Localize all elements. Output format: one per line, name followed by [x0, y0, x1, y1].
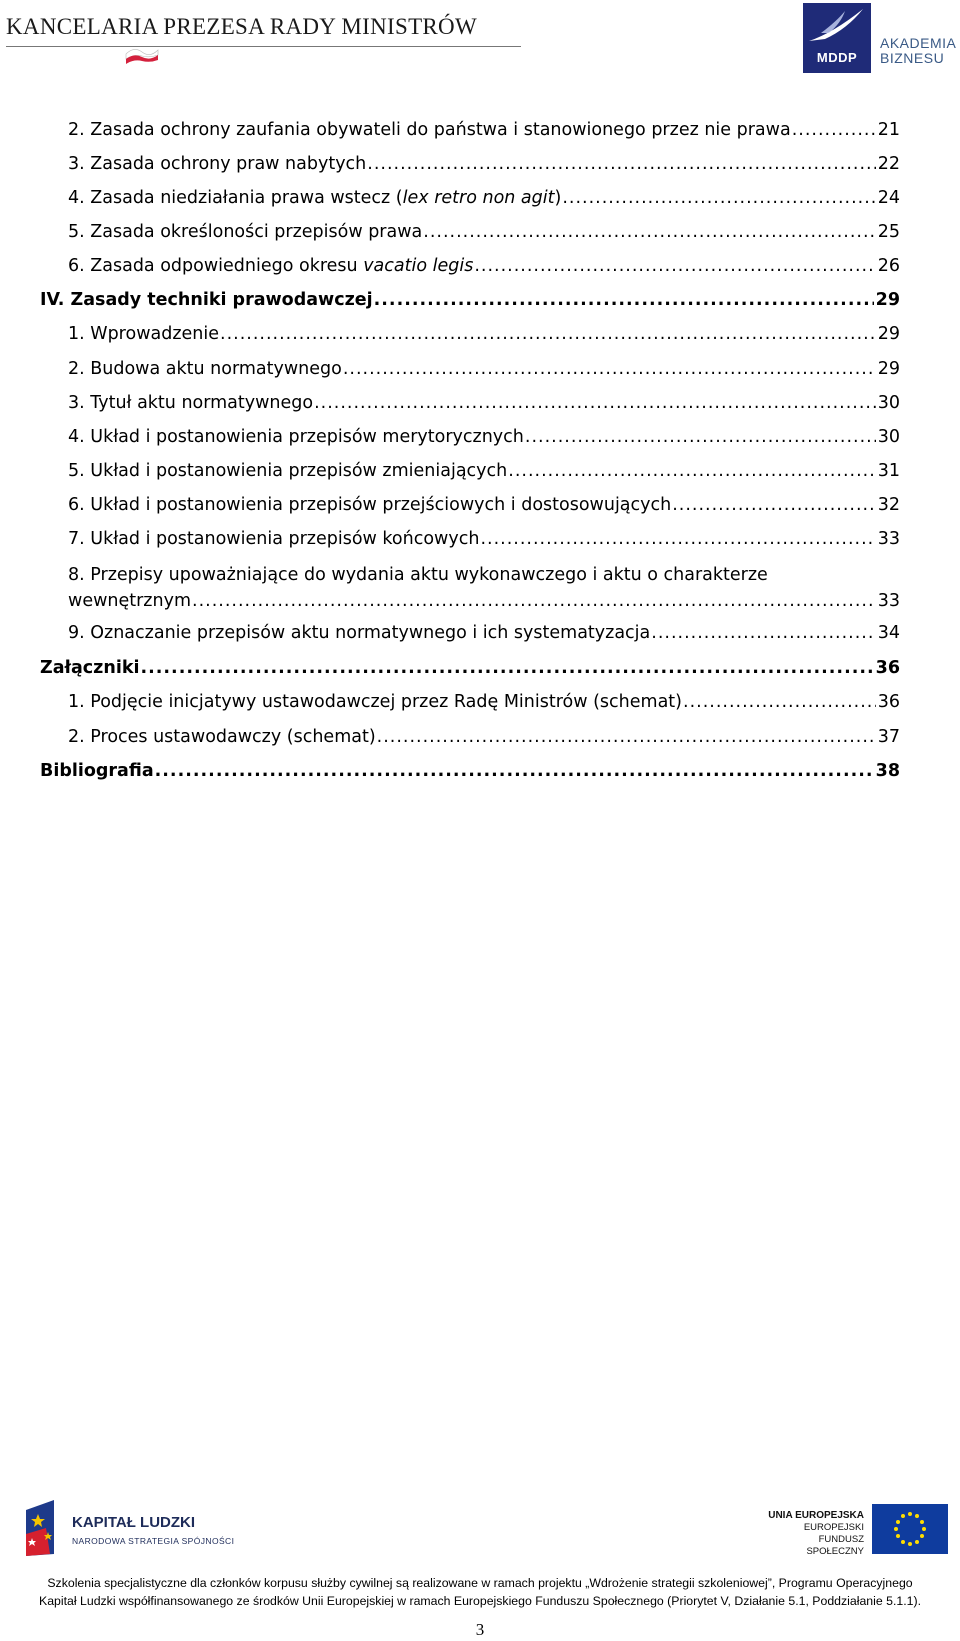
- toc-entry-title: 2. Budowa aktu normatywnego: [68, 359, 342, 379]
- toc-leader: [683, 689, 876, 715]
- akademia-biznesu-logo: [880, 36, 956, 66]
- toc-entry[interactable]: [68, 321, 900, 347]
- toc-title-part: 6. Zasada odpowiedniego okresu: [68, 256, 364, 276]
- toc-leader: [155, 758, 874, 784]
- toc-leader: [192, 588, 876, 614]
- page-header: [0, 0, 960, 80]
- footer-line2: Kapitał Ludzki współfinansowanego ze środków Unii Europejskiej w ramach Europejskiego Funduszu Społecznego (Priorytet V, Działanie 5.1, Poddziałanie 5.1.1).: [39, 1594, 921, 1608]
- toc-entry-page: 34: [877, 623, 900, 643]
- toc-entry-page: 30: [877, 393, 900, 413]
- toc-entry-multiline[interactable]: [68, 562, 900, 614]
- toc-leader: [374, 287, 874, 313]
- toc-title-italic: vacatio legis: [363, 256, 474, 276]
- toc-entry-page: 29: [877, 324, 900, 344]
- toc-entry[interactable]: [68, 185, 900, 211]
- toc-entry[interactable]: [68, 219, 900, 245]
- toc-entry[interactable]: [68, 620, 900, 646]
- toc-entry-page: 32: [877, 495, 900, 515]
- toc-leader: [423, 219, 875, 245]
- toc-entry-page: 29: [875, 290, 900, 310]
- toc-section-title: Bibliografia: [40, 761, 154, 781]
- toc-entry-page: 26: [877, 256, 900, 276]
- kapital-ludzki-title: KAPITAŁ LUDZKI: [72, 1514, 196, 1531]
- toc-entry-page: 33: [877, 529, 900, 549]
- toc-entry[interactable]: [68, 424, 900, 450]
- toc-entry-page: 25: [877, 222, 900, 242]
- toc-entry-page: 31: [877, 461, 900, 481]
- toc-entry-page: 24: [877, 188, 900, 208]
- footer-line1: Szkolenia specjalistyczne dla członków korpusu służby cywilnej są realizowane w ramach projektu „Wdrożenie strategii szkoleniowej”, Programu Operacyjnego: [47, 1576, 913, 1590]
- toc-entry-page: 33: [877, 591, 900, 611]
- toc-entry-title: 2. Zasada ochrony zaufania obywateli do państwa i stanowionego przez nie prawa: [68, 120, 791, 140]
- toc-title-italic: lex retro non agit: [402, 188, 555, 208]
- toc-leader: [651, 620, 875, 646]
- toc-leader: [140, 655, 873, 681]
- toc-entry[interactable]: [68, 724, 900, 750]
- kapital-ludzki-subtitle: NARODOWA STRATEGIA SPÓJNOŚCI: [72, 1536, 235, 1546]
- toc-leader: [508, 458, 875, 484]
- toc-entry-page: 38: [875, 761, 900, 781]
- toc-entry-page: 30: [877, 427, 900, 447]
- toc-entry-title-line1: 8. Przepisy upoważniające do wydania aktu wykonawczego i aktu o charakterze: [68, 565, 768, 585]
- mddp-logo: [803, 3, 871, 73]
- toc-entry-page: 36: [875, 658, 900, 678]
- toc-entry-title: 5. Zasada określoności przepisów prawa: [68, 222, 423, 242]
- toc-entry[interactable]: [68, 253, 900, 279]
- ue-line1: UNIA EUROPEJSKA: [768, 1510, 864, 1521]
- toc-entry-page: 29: [877, 359, 900, 379]
- toc-entry[interactable]: [68, 458, 900, 484]
- ue-line2: EUROPEJSKI: [803, 1522, 864, 1533]
- toc-entry[interactable]: [68, 117, 900, 143]
- toc-entry-title: 3. Tytuł aktu normatywnego: [68, 393, 314, 413]
- toc-leader: [474, 253, 875, 279]
- toc-leader: [525, 424, 876, 450]
- toc-leader: [343, 356, 876, 382]
- toc-leader: [377, 724, 876, 750]
- toc-entry-title: 4. Układ i postanowienia przepisów merytorycznych: [68, 427, 524, 447]
- mddp-label: MDDP: [816, 50, 858, 65]
- eu-flag-icon: [872, 1504, 948, 1554]
- toc-leader: [220, 321, 876, 347]
- toc-entry-page: 37: [877, 727, 900, 747]
- toc-entry-title: 7. Układ i postanowienia przepisów końcowych: [68, 529, 480, 549]
- header-divider: [6, 46, 521, 47]
- toc-leader: [792, 117, 876, 143]
- toc-entry[interactable]: [68, 689, 900, 715]
- toc-entry-title: 9. Oznaczanie przepisów aktu normatywnego i ich systematyzacja: [68, 623, 651, 643]
- ue-line3: FUNDUSZ SPOŁECZNY: [806, 1534, 864, 1557]
- toc-section-title: IV. Zasady techniki prawodawczej: [40, 290, 373, 310]
- toc-entry-page: 36: [877, 692, 900, 712]
- page-number: 3: [475, 1620, 485, 1639]
- toc-leader: [562, 185, 875, 211]
- kprm-title: KANCELARIA PREZESA RADY MINISTRÓW: [6, 14, 477, 39]
- toc-entry-title: [68, 253, 473, 279]
- toc-leader: [314, 390, 876, 416]
- footer-funding-note: [0, 1574, 960, 1610]
- toc-section[interactable]: [40, 758, 900, 784]
- toc-entry-title: 5. Układ i postanowienia przepisów zmieniających: [68, 461, 508, 481]
- toc-leader: [367, 151, 875, 177]
- toc-entry[interactable]: [68, 356, 900, 382]
- toc-entry[interactable]: [68, 390, 900, 416]
- toc-leader: [480, 526, 875, 552]
- wing-icon: [803, 3, 871, 47]
- toc-entry[interactable]: [68, 526, 900, 552]
- toc-entry-title: 1. Wprowadzenie: [68, 324, 220, 344]
- toc-section-title: Załączniki: [40, 658, 140, 678]
- ue-label: [760, 1510, 864, 1558]
- toc-section[interactable]: [40, 655, 900, 681]
- toc-entry-title: 2. Proces ustawodawczy (schemat): [68, 727, 376, 747]
- toc-entry-title: 1. Podjęcie inicjatywy ustawodawczej przez Radę Ministrów (schemat): [68, 692, 682, 712]
- toc-entry[interactable]: [68, 492, 900, 518]
- toc-entry-title: wewnętrznym: [68, 591, 191, 611]
- toc-title-part: 4. Zasada niedziałania prawa wstecz (: [68, 188, 403, 208]
- kapital-ludzki-logo-icon: [24, 1498, 68, 1558]
- toc-entry-page: 21: [877, 120, 900, 140]
- toc-entry-title: 3. Zasada ochrony praw nabytych: [68, 154, 367, 174]
- polish-flag-icon: [124, 44, 160, 64]
- toc-section[interactable]: [40, 287, 900, 313]
- toc-leader: [672, 492, 875, 518]
- toc-entry-title: [68, 185, 561, 211]
- akademia-line2: BIZNESU: [880, 50, 945, 66]
- toc-entry-page: 22: [877, 154, 900, 174]
- toc-title-part: ): [554, 188, 562, 208]
- akademia-line1: AKADEMIA: [880, 35, 957, 51]
- toc-entry[interactable]: [68, 151, 900, 177]
- toc-entry-title: 6. Układ i postanowienia przepisów przejściowych i dostosowujących: [68, 495, 672, 515]
